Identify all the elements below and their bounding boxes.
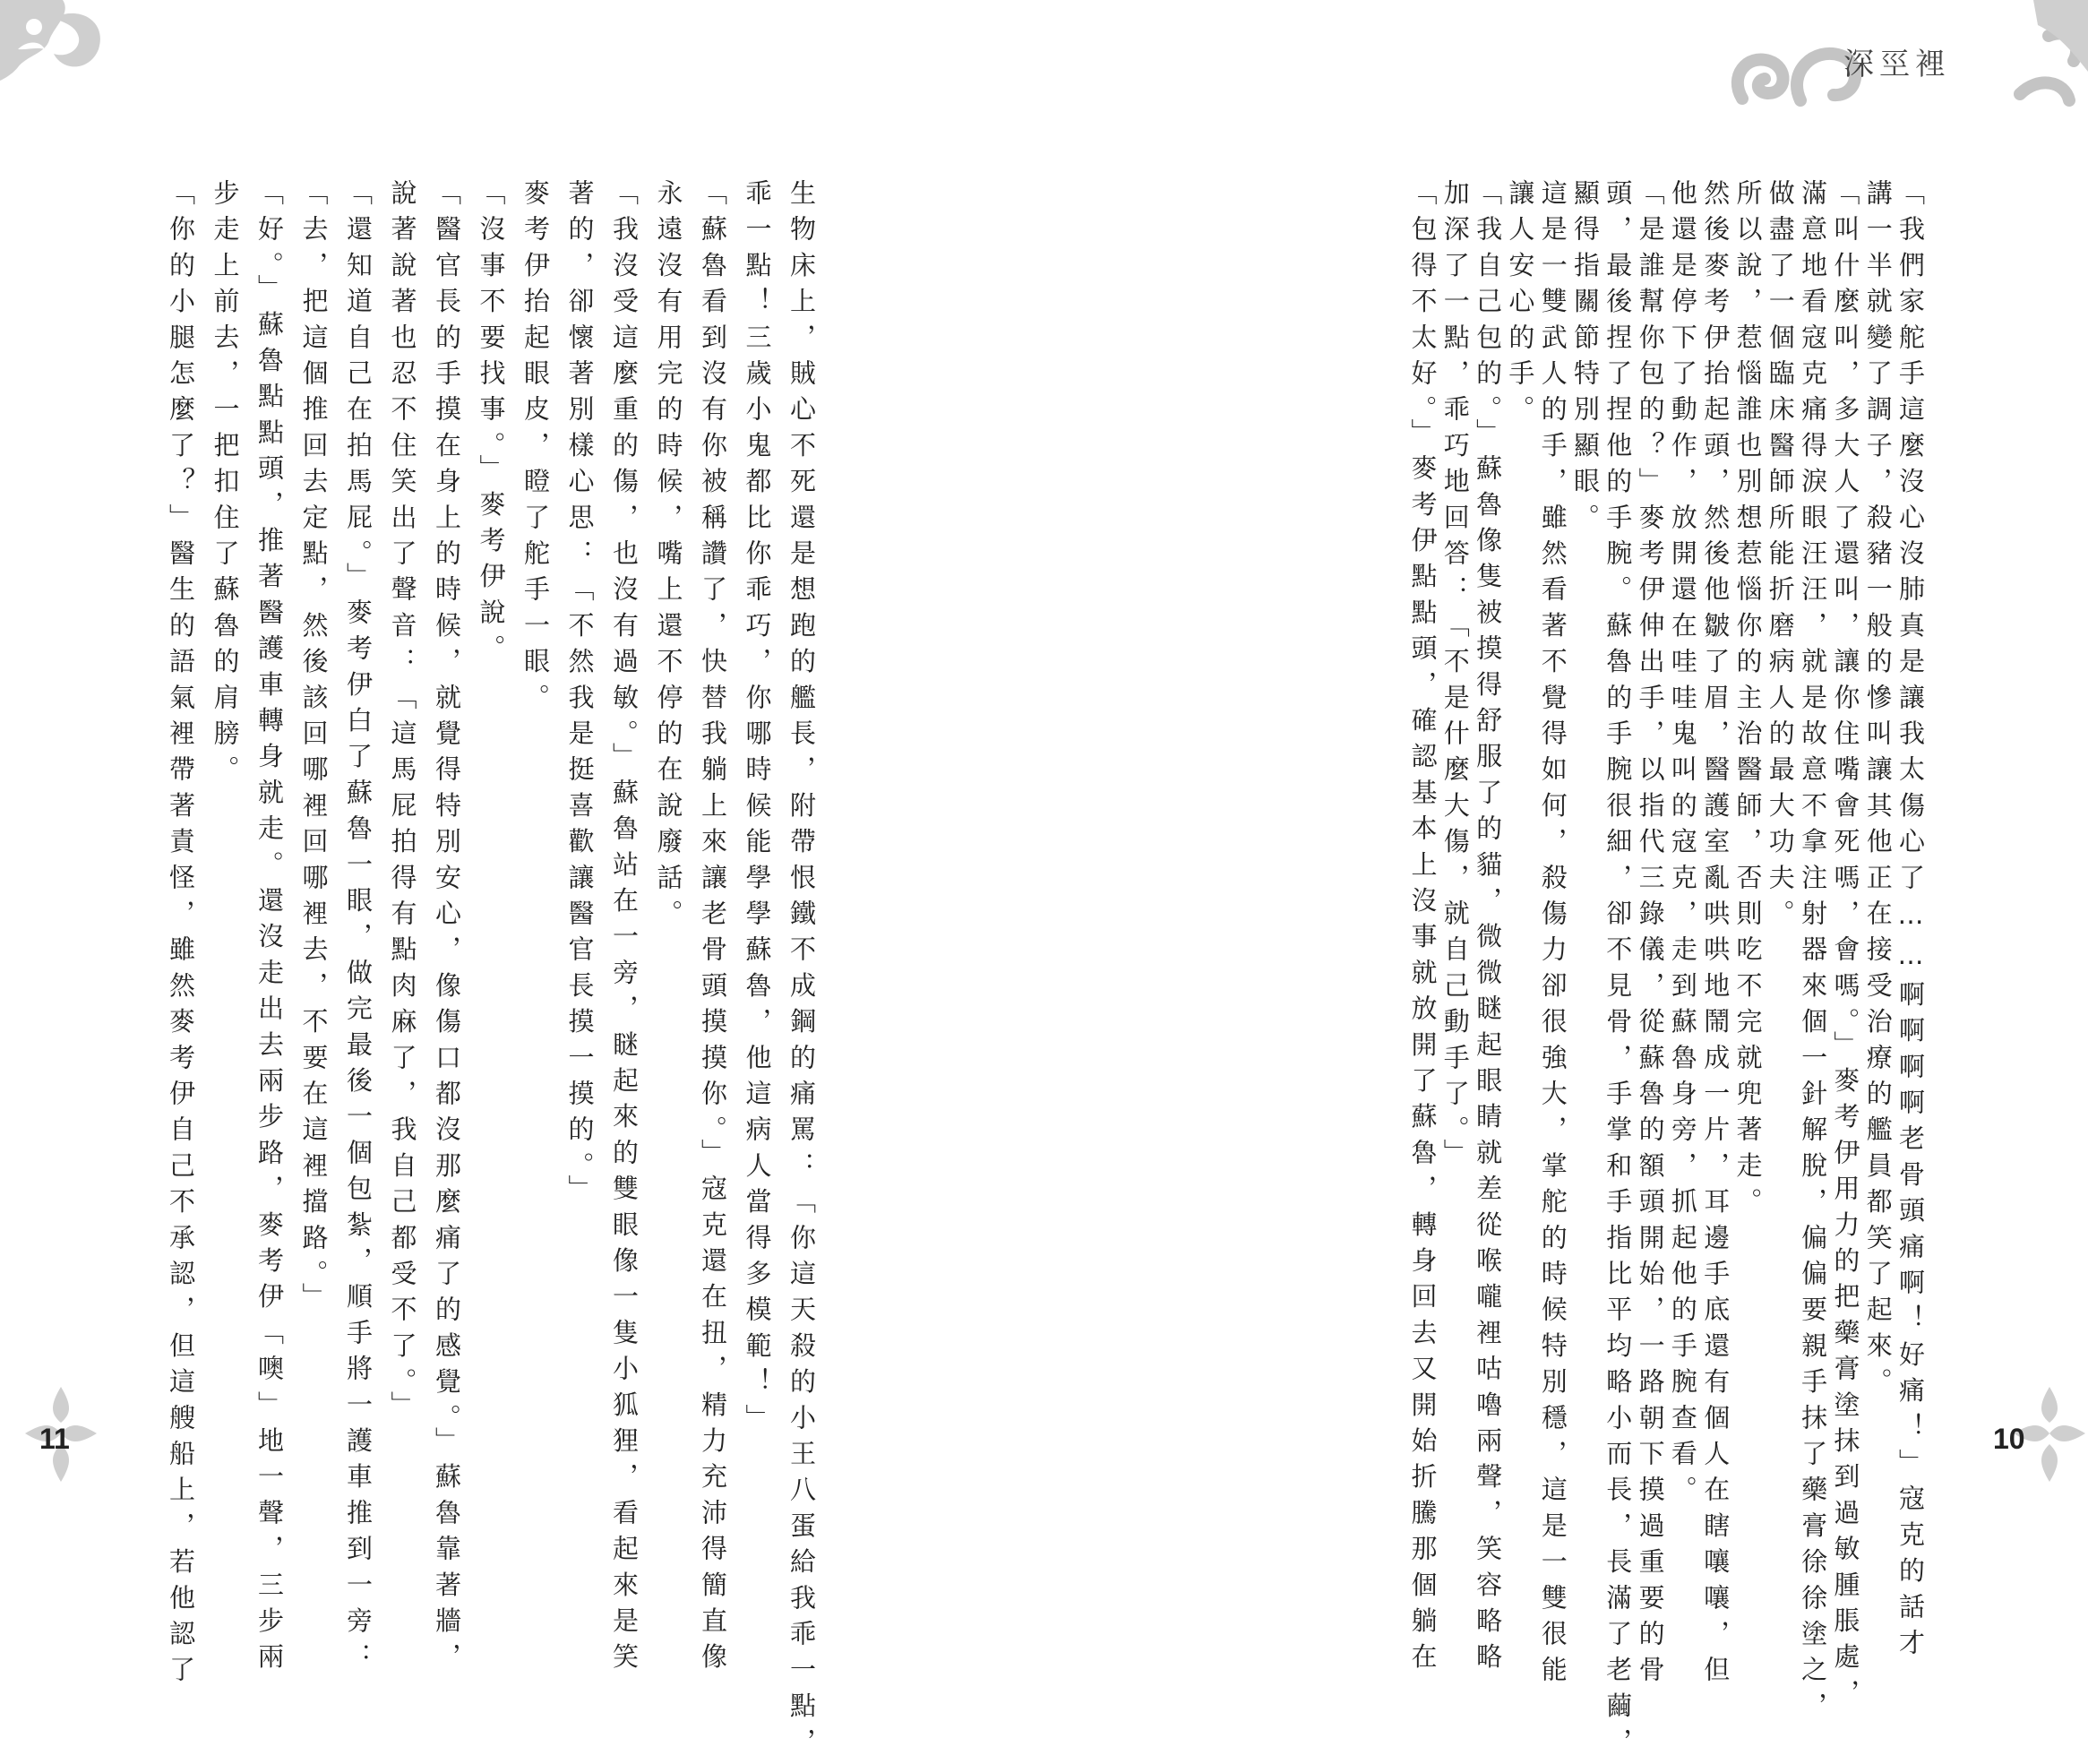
text-column: 「我沒受這麼重的傷，也沒有過敏。」蘇魯站在一旁，瞇起來的雙眼像一隻小狐狸，看起來是笑 [609, 179, 640, 1679]
text-column: 生物床上，賊心不死還是想跑的艦長，附帶恨鐵不成鋼的痛罵：「你這天殺的小王八蛋給我乖一點， [786, 179, 817, 1764]
text-column: 「是誰幫你包的？」麥考伊伸出手，以指代三錄儀，從蘇魯的額頭開始，一路朝下摸過重要的骨 [1635, 179, 1666, 1692]
text-column: 著的，卻懷著別樣心思：「不然我是挺喜歡讓醫官長摸一摸的。」 [564, 179, 596, 1211]
text-column: 然後麥考伊抬起頭，然後他皺了眉，醫護室亂哄哄地鬧成一片，耳邊手底還有個人在瞎嚷嚷，但 [1700, 179, 1731, 1692]
text-column: 「好。」蘇魯點點頭，推著醫護車轉身就走。還沒走出去兩步路，麥考伊「噢」地一聲，三步兩 [254, 179, 285, 1679]
page-number-right: 10 [1993, 1423, 2025, 1455]
text-column: 永遠沒有用完的時候，嘴上還不停的在說廢話。 [653, 179, 684, 936]
text-column: 步走上前去，一把扣住了蘇魯的肩膀。 [210, 179, 241, 792]
text-column: 所以說，惹惱誰也別想惹惱你的主治醫師，否則吃不完就兜著走。 [1732, 179, 1764, 1224]
text-column: 滿意地看寇克痛得淚眼汪汪，就是故意不拿注射器來個一針解脫，偏偏要親手抹了藥膏徐徐塗之， [1798, 179, 1829, 1728]
text-column: 他還是停下了動作，放開還在哇哇鬼叫的寇克，走到蘇魯身旁，抓起他的手腕查看。 [1667, 179, 1698, 1512]
text-column: 乖一點！三歲小鬼都比你乖巧，你哪時候能學學蘇魯，他這病人當得多模範！」 [742, 179, 773, 1440]
text-column: 「叫什麼叫，多大人了還叫，讓你住嘴會死嗎，會嗎。」麥考伊用力的把藥膏塗抹到過敏腫脹處， [1830, 179, 1861, 1716]
text-column: 讓人安心的手。 [1505, 179, 1536, 432]
text-column: 「沒事不要找事。」麥考伊說。 [476, 179, 507, 671]
text-column: 顯得指關節特別顯眼。 [1570, 179, 1601, 539]
page-number-left: 11 [39, 1423, 70, 1455]
text-column: 「還知道自己在拍馬屁。」麥考伊白了蘇魯一眼，做完最後一個包紮，順手將一護車推到一旁： [343, 179, 374, 1679]
text-column: 「蘇魯看到沒有你被稱讚了，快替我躺上來讓老骨頭摸摸你。」寇克還在扭，精力充沛得簡直像 [698, 179, 728, 1679]
text-column: 「我們家舵手這麼沒心沒肺真是讓我太傷心了……啊啊啊啊老骨頭痛啊！好痛！」寇克的話才 [1895, 179, 1926, 1665]
text-column: 麥考伊抬起眼皮，瞪了舵手一眼。 [520, 179, 551, 719]
text-column: 加深了一點，乖巧地回答：「不是什麼大傷，就自己動手了。」 [1439, 179, 1471, 1175]
text-column: 「醫官長的手摸在身上的時候，就覺得特別安心，像傷口都沒那麼痛了的感覺。」蘇魯靠著牆， [432, 179, 462, 1679]
text-column: 頭，最後捏了捏他的手腕。蘇魯的手腕很細，卻不見骨，手掌和手指比平均略小而長，長滿了老繭， [1603, 179, 1634, 1764]
text-column: 「包得不太好。」麥考伊點點頭，確認基本上沒事就放開了蘇魯，轉身回去又開始折騰那個躺在 [1407, 179, 1439, 1679]
text-column: 「你的小腿怎麼了？」醫生的語氣裡帶著責怪，雖然麥考伊自己不承認，但這艘船上，若他認了 [166, 179, 196, 1692]
text-column: 說著說著也忍不住笑出了聲音：「這馬屁拍得有點肉麻了，我自己都受不了。」 [387, 179, 418, 1427]
text-column: 「去，把這個推回去定點，然後該回哪裡回哪裡去，不要在這裡擋路。」 [298, 179, 330, 1319]
text-column: 這是一雙武人的手，雖然看著不覺得如何，殺傷力卻很強大，掌舵的時候特別穩，這是一雙很能 [1537, 179, 1568, 1692]
right-page [1044, 0, 2088, 1764]
text-column: 「我自己包的。」蘇魯像隻被摸得舒服了的貓，微微瞇起眼睛就差從喉嚨裡咕嚕兩聲，笑容略略 [1473, 179, 1504, 1679]
text-column: 做盡了一個臨床醫師所能折磨病人的最大功夫。 [1765, 179, 1796, 936]
running-head: 深巠裡 [1843, 47, 1951, 82]
text-column: 講一半就變了調子，殺豬一般的慘叫讓其他正在接受治療的艦員都笑了起來。 [1862, 179, 1894, 1404]
